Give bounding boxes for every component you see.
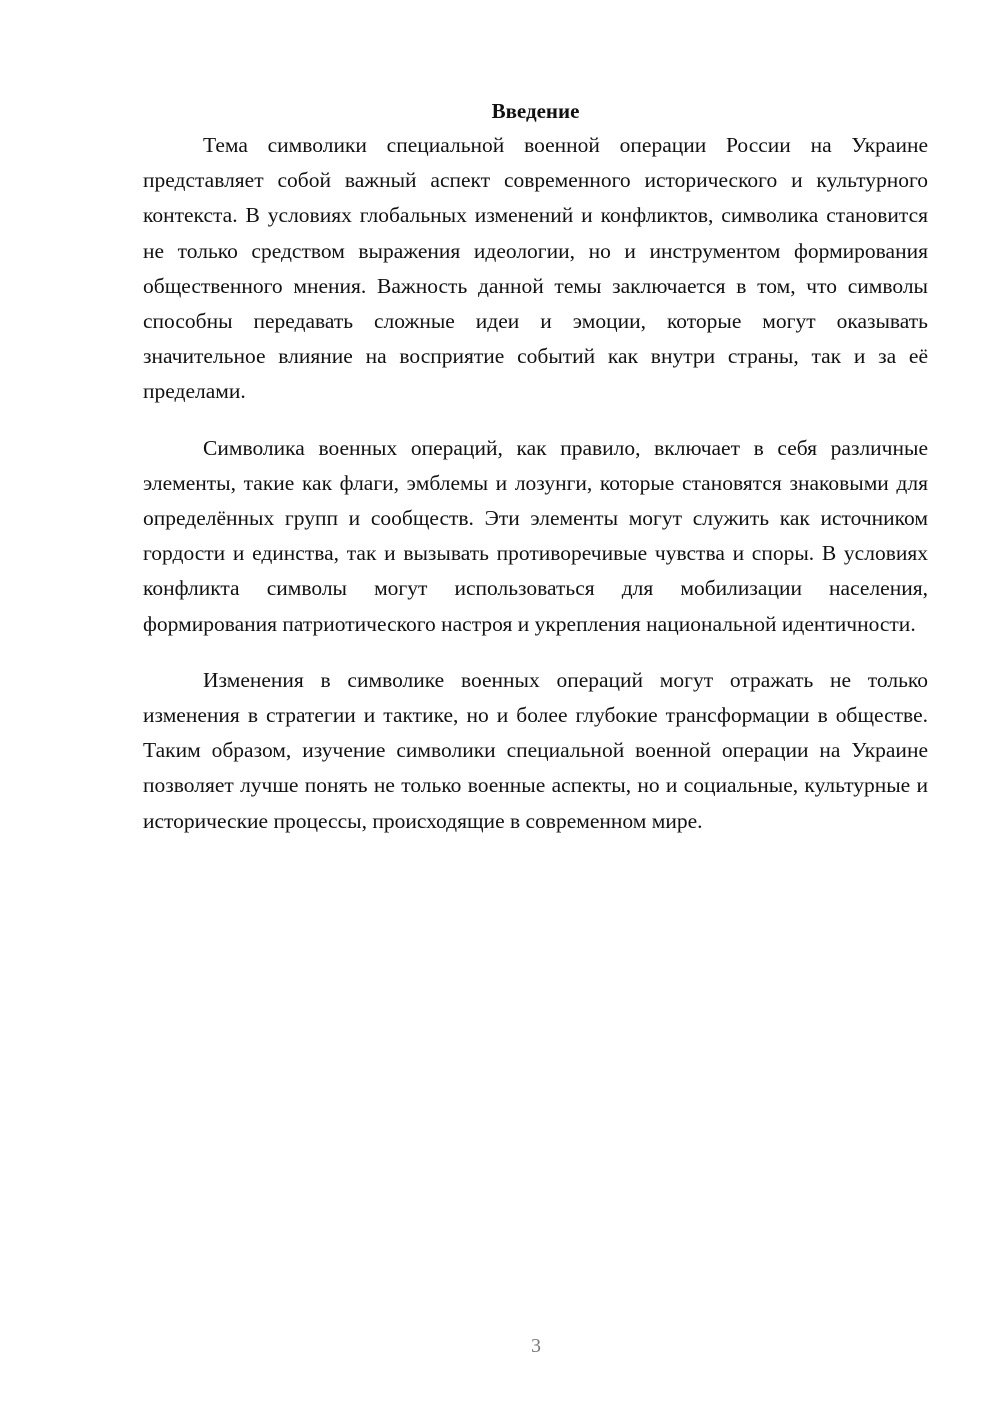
paragraph-1: Тема символики специальной военной операции России на Украине представляет собой важный аспект современного исторического и культурного контекста. В условиях глобальных изменений и конфликтов, символика становится не только средством выражения идеологии, но и инструментом формирования общественного мнения. Важность данной темы заключается в том, что символы способны передавать сложные идеи и эмоции, которые могут оказывать значительное влияние на восприятие событий как внутри страны, так и за её пределами.	[143, 133, 928, 404]
page-content	[143, 95, 928, 839]
paragraph-3: Изменения в символике военных операций могут отражать не только изменения в стратегии и тактике, но и более глубокие трансформации в обществе. Таким образом, изучение символики специальной военной операции на Украине позволяет лучше понять не только военные аспекты, но и социальные, культурные и исторические процессы, происходящие в современном мире.	[143, 667, 928, 833]
page-number: 3	[531, 1335, 541, 1357]
paragraph-2: Символика военных операций, как правило, включает в себя различные элементы, такие как флаги, эмблемы и лозунги, которые становятся знаковыми для определённых групп и сообществ. Эти элементы могут служить как источником гордости и единства, так и вызывать противоречивые чувства и споры. В условиях конфликта символы могут использоваться для мобилизации населения, формирования патриотического настроя и укрепления национальной идентичности.	[143, 435, 928, 636]
section-heading: Введение	[491, 99, 580, 123]
